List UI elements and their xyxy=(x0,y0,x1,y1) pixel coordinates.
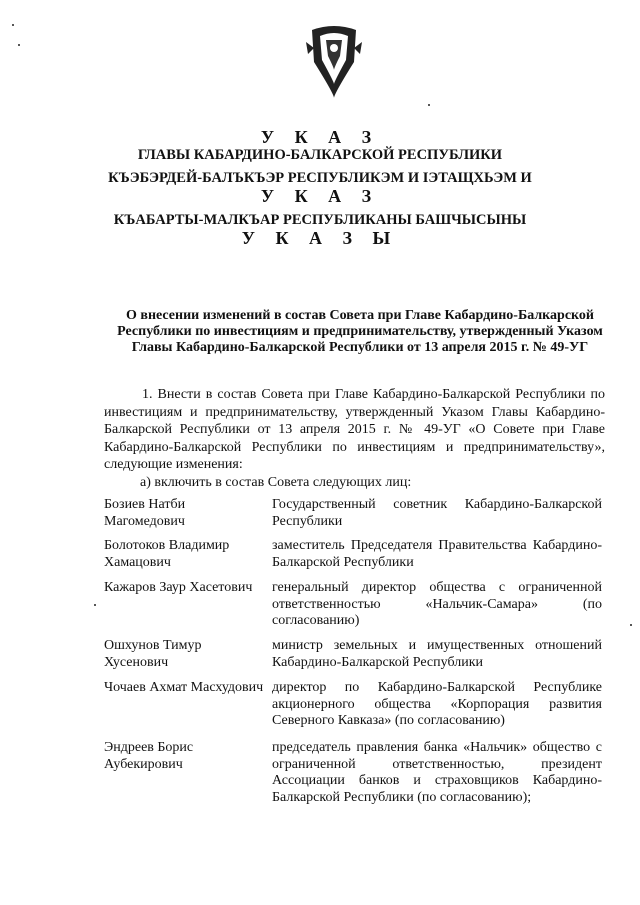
member-position: директор по Кабардино-Балкарской Республике акционерного общества «Корпорация развития Северного Кавказа» (по согласованию) xyxy=(272,680,602,728)
coat-of-arms-emblem xyxy=(304,22,364,100)
subitem-a: а) включить в состав Совета следующих лиц: xyxy=(140,475,412,490)
decree-title: О внесении изменений в состав Совета при Главе Кабардино-Балкарской Республики по инвестициям и предпринимательству, утвержденный Указом Главы Кабардино-Балкарской Республики от 13 апреля 2015 г. № 49-УГ xyxy=(117,308,603,355)
member-position: председатель правления банка «Нальчик» общество с ограниченной ответственностью, президент Ассоциации банков и страховщиков Кабардино-Балкарской Республики (по согласованию); xyxy=(272,740,602,805)
member-position: министр земельных и имущественных отношений Кабардино-Балкарской Республики xyxy=(272,638,602,670)
member-position: Государственный советник Кабардино-Балкарской Республики xyxy=(272,497,602,529)
member-name: Эндреев Борис Аубекирович xyxy=(104,740,194,772)
member-position: генеральный директор общества с ограниченной ответственностью «Нальчик-Самара» (по согласованию) xyxy=(272,580,602,628)
paragraph-1 xyxy=(104,386,605,474)
head-of-republic-kabardian: КЪЭБЭРДЕЙ-БАЛЪКЪЭР РЕСПУБЛИКЭМ И ІЭТАЩХЬЭМ И xyxy=(108,170,532,186)
decree-heading-russian: У К А З xyxy=(260,127,380,147)
decree-heading-balkar: У К А З Ы xyxy=(241,228,399,248)
member-name: Кажаров Заур Хасетович xyxy=(104,580,253,595)
paragraph-1-text: 1. Внести в состав Совета при Главе Кабардино-Балкарской Республики по инвестициям и предпринимательству, утвержденный Указом Главы Кабардино-Балкарской Республики от 13 апреля 2015 г. № 49-УГ «О Совете при Главе Кабардино-Балкарской Республики по инвестициям и предпринимательству», следующие изменения: xyxy=(104,387,605,473)
member-name: Ошхунов Тимур Хусенович xyxy=(104,638,202,670)
member-name: Болотоков Владимир Хамацович xyxy=(104,538,230,570)
head-of-republic-russian: ГЛАВЫ КАБАРДИНО-БАЛКАРСКОЙ РЕСПУБЛИКИ xyxy=(137,147,503,163)
member-position: заместитель Председателя Правительства Кабардино-Балкарской Республики xyxy=(272,538,602,570)
member-name: Чочаев Ахмат Масхудович xyxy=(104,680,264,695)
member-name: Бозиев Натби Магомедович xyxy=(104,497,186,529)
decree-heading-kabardian: У К А З xyxy=(260,186,380,206)
head-of-republic-balkar: КЪАБАРТЫ-МАЛКЪАР РЕСПУБЛИКАНЫ БАШЧЫСЫНЫ xyxy=(113,212,527,228)
